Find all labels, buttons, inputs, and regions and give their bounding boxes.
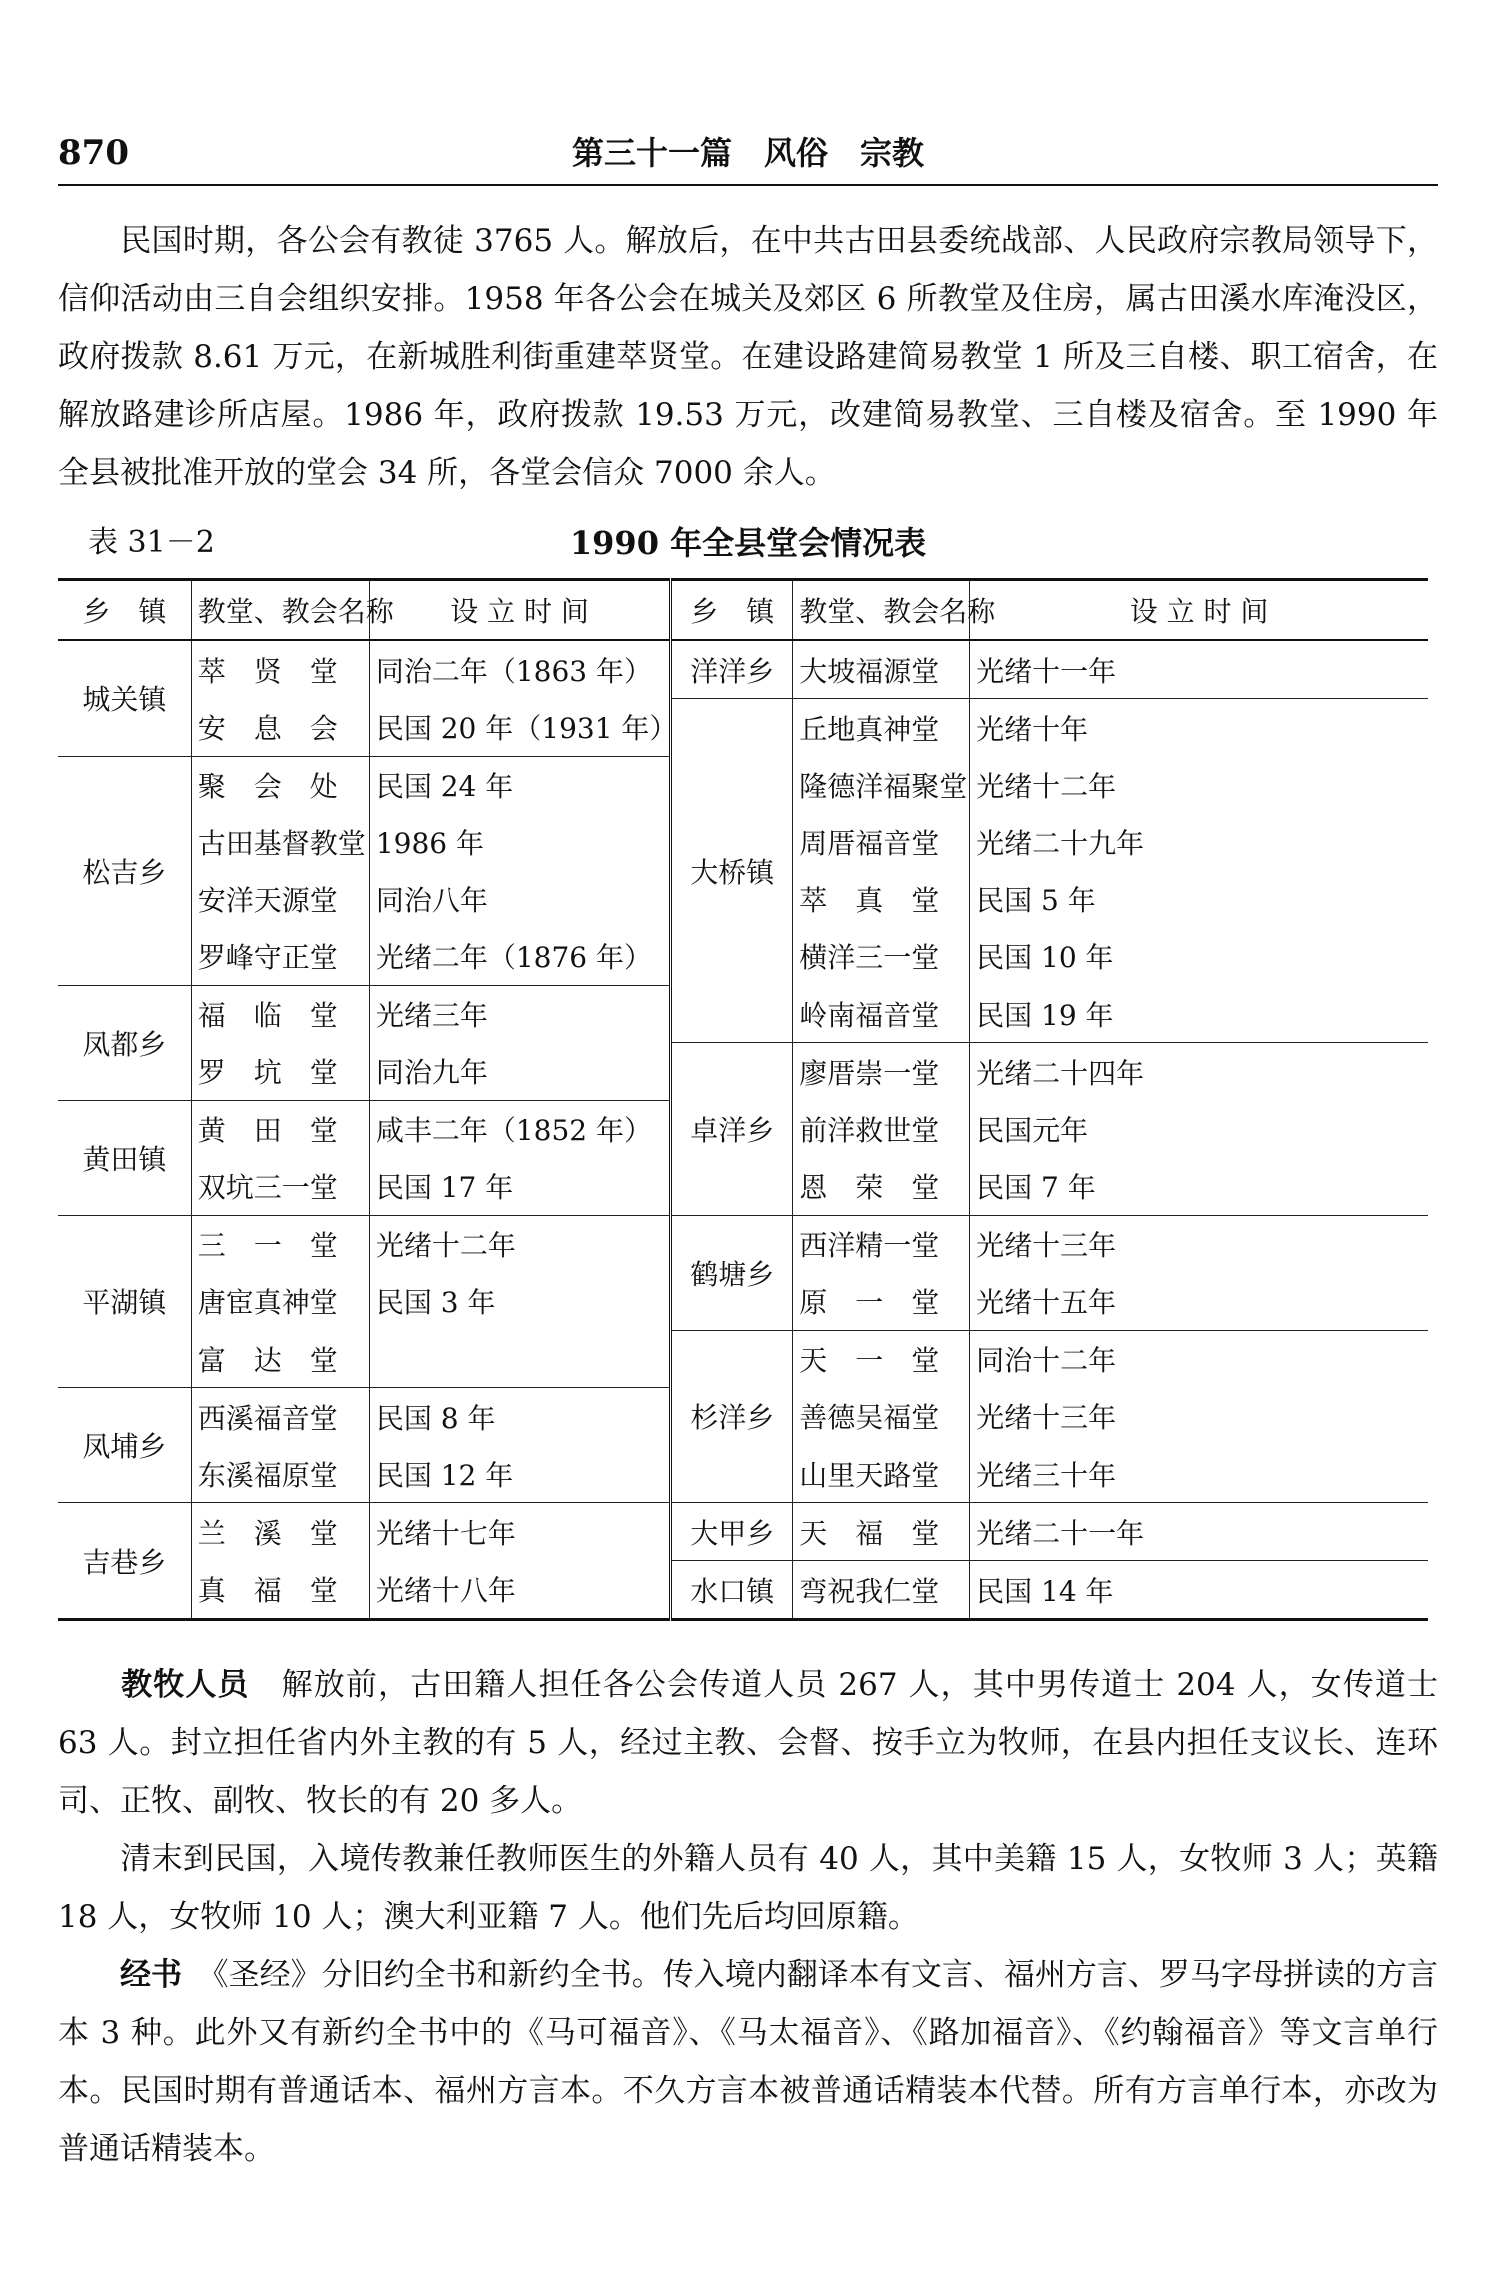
founding-date-cell: 民国 10 年 xyxy=(970,928,1428,986)
town-cell: 城关镇 xyxy=(82,683,167,717)
church-name-cell: 真 福 堂 xyxy=(191,1561,369,1620)
table-caption xyxy=(58,518,1438,568)
founding-date-cell: 光绪三年 xyxy=(369,985,670,1043)
founding-date-cell: 光绪三十年 xyxy=(970,1445,1428,1503)
founding-date-cell xyxy=(369,1330,670,1388)
founding-date-cell: 光绪十一年 xyxy=(970,640,1428,699)
town-cell: 杉洋乡 xyxy=(671,1330,793,1503)
founding-date-cell: 民国 14 年 xyxy=(970,1561,1428,1620)
founding-date-cell: 民国 12 年 xyxy=(369,1445,670,1503)
founding-date-cell: 光绪二年（1876 年） xyxy=(369,928,670,986)
church-name-cell: 萃 真 堂 xyxy=(793,871,970,928)
founding-date-cell: 民国 24 年 xyxy=(369,756,670,814)
church-name-cell: 大坡福源堂 xyxy=(793,640,970,699)
running-title: 第三十一篇 风俗 宗教 xyxy=(571,134,924,172)
church-name-cell: 廖厝崇一堂 xyxy=(793,1043,970,1101)
church-name-cell: 山里天路堂 xyxy=(793,1445,970,1503)
section-heading: 教牧人员 xyxy=(120,1667,250,1703)
paragraph-text: 《圣经》分旧约全书和新约全书。传入境内翻译本有文言、福州方言、罗马字母拼读的方言本 3 种。此外又有新约全书中的《马可福音》、《马太福音》、《路加福音》、《约翰福音》等文言单行本。民国时期有普通话本、福州方言本。不久方言本被普通话精装本代替。所有方言单行本，亦改为普通话精装本。 xyxy=(58,1957,1439,2167)
founding-date-cell: 光绪二十四年 xyxy=(970,1043,1428,1101)
table-header-row xyxy=(58,580,1428,641)
church-name-cell: 三 一 堂 xyxy=(191,1215,369,1273)
table-number: 表 31－2 xyxy=(88,525,215,560)
church-name-cell: 兰 溪 堂 xyxy=(191,1503,369,1561)
church-name-cell: 前洋救世堂 xyxy=(793,1100,970,1158)
founding-date-cell: 光绪十七年 xyxy=(369,1503,670,1561)
paragraph-text: 清末到民国，入境传教兼任教师医生的外籍人员有 40 人，其中美籍 15 人，女牧师 3 人；英籍 18 人，女牧师 10 人；澳大利亚籍 7 人。他们先后均回原籍。 xyxy=(58,1841,1438,1935)
church-name-cell: 双坑三一堂 xyxy=(191,1158,369,1216)
paragraph-clergy xyxy=(58,1656,1438,1830)
founding-date-cell: 同治二年（1863 年） xyxy=(369,640,670,699)
founding-date-cell: 民国 7 年 xyxy=(970,1158,1428,1216)
page-header xyxy=(58,128,1438,186)
town-cell: 鹤塘乡 xyxy=(671,1215,793,1330)
founding-date-cell: 同治九年 xyxy=(369,1043,670,1101)
founding-date-cell: 光绪十八年 xyxy=(369,1561,670,1620)
church-name-cell: 周厝福音堂 xyxy=(793,814,970,871)
column-header: 乡 镇 xyxy=(82,595,167,628)
paragraph-text: 民国时期，各公会有教徒 3765 人。解放后，在中共古田县委统战部、人民政府宗教局领导下，信仰活动由三自会组织安排。1958 年各公会在城关及郊区 6 所教堂及住房，属古田溪水库淹没区，政府拨款 8.61 万元，在新城胜利街重建萃贤堂。在建设路建简易教堂 1 所及三自楼、职工宿舍，在解放路建诊所店屋。1986 年，政府拨款 19.53 万元，改建简易教堂、三自楼及宿舍。至 1990 年全县被批准开放的堂会 34 所，各堂会信众 7000 余人。 xyxy=(58,223,1438,491)
church-name-cell: 天 一 堂 xyxy=(793,1330,970,1388)
church-name-cell: 安 息 会 xyxy=(191,699,369,757)
paragraph-membership xyxy=(58,212,1438,502)
table-row xyxy=(58,640,1428,699)
founding-date-cell: 同治八年 xyxy=(369,871,670,928)
church-name-cell: 富 达 堂 xyxy=(191,1330,369,1388)
table-row xyxy=(58,1561,1428,1620)
founding-date-cell: 民国 3 年 xyxy=(369,1273,670,1331)
town-cell: 卓洋乡 xyxy=(671,1043,793,1216)
table-row xyxy=(58,699,1428,757)
church-name-cell: 东溪福原堂 xyxy=(191,1445,369,1503)
church-name-cell: 岭南福音堂 xyxy=(793,985,970,1043)
town-cell: 松吉乡 xyxy=(58,756,191,985)
church-name-cell: 弯祝我仁堂 xyxy=(793,1561,970,1620)
town-cell: 黄田镇 xyxy=(58,1100,191,1215)
town-cell: 大甲乡 xyxy=(671,1503,793,1561)
town-cell: 平湖镇 xyxy=(58,1215,191,1388)
table-row xyxy=(58,1503,1428,1561)
founding-date-cell: 光绪二十九年 xyxy=(970,814,1428,871)
church-name-cell: 罗 坑 堂 xyxy=(191,1043,369,1101)
founding-date-cell: 1986 年 xyxy=(369,814,670,871)
church-name-cell: 丘地真神堂 xyxy=(793,699,970,757)
church-table xyxy=(58,578,1428,1621)
founding-date-cell: 光绪十年 xyxy=(970,699,1428,757)
column-header: 教堂、教会名称 xyxy=(191,580,369,641)
town-cell: 吉巷乡 xyxy=(58,1503,191,1620)
church-name-cell: 善德吴福堂 xyxy=(793,1388,970,1446)
founding-date-cell: 民国 8 年 xyxy=(369,1388,670,1446)
founding-date-cell: 光绪十三年 xyxy=(970,1215,1428,1273)
founding-date-cell: 同治十二年 xyxy=(970,1330,1428,1388)
church-name-cell: 恩 荣 堂 xyxy=(793,1158,970,1216)
column-header: 乡 镇 xyxy=(671,580,793,641)
church-name-cell: 西洋精一堂 xyxy=(793,1215,970,1273)
founding-date-cell: 民国 19 年 xyxy=(970,985,1428,1043)
page-number: 870 xyxy=(58,133,129,173)
founding-date-cell: 光绪二十一年 xyxy=(970,1503,1428,1561)
table-row xyxy=(58,1215,1428,1273)
town-cell: 凤都乡 xyxy=(58,985,191,1100)
church-name-cell: 黄 田 堂 xyxy=(191,1100,369,1158)
founding-date-cell: 咸丰二年（1852 年） xyxy=(369,1100,670,1158)
paragraph-text: 解放前，古田籍人担任各公会传道人员 267 人，其中男传道士 204 人，女传道士 63 人。封立担任省内外主教的有 5 人，经过主教、会督、按手立为牧师，在县内担任支议长、连环司、正牧、副牧、牧长的有 20 多人。 xyxy=(58,1667,1438,1819)
founding-date-cell: 民国元年 xyxy=(970,1100,1428,1158)
church-name-cell: 聚 会 处 xyxy=(191,756,369,814)
church-name-cell: 古田基督教堂 xyxy=(191,814,369,871)
paragraph-scriptures xyxy=(58,1946,1438,2178)
church-name-cell: 萃 贤 堂 xyxy=(191,640,369,699)
church-name-cell: 原 一 堂 xyxy=(793,1273,970,1331)
founding-date-cell: 民国 17 年 xyxy=(369,1158,670,1216)
column-header: 教堂、教会名称 xyxy=(793,580,970,641)
town-cell: 大桥镇 xyxy=(671,699,793,1043)
town-cell: 洋洋乡 xyxy=(671,640,793,699)
church-name-cell: 横洋三一堂 xyxy=(793,928,970,986)
town-cell: 水口镇 xyxy=(671,1561,793,1620)
section-heading: 经书 xyxy=(120,1957,183,1993)
table-row xyxy=(58,1330,1428,1388)
founding-date-cell: 光绪十三年 xyxy=(970,1388,1428,1446)
church-name-cell: 罗峰守正堂 xyxy=(191,928,369,986)
church-name-cell: 安洋天源堂 xyxy=(191,871,369,928)
column-header: 设 立 时 间 xyxy=(369,580,670,641)
church-name-cell: 福 临 堂 xyxy=(191,985,369,1043)
church-name-cell: 西溪福音堂 xyxy=(191,1388,369,1446)
founding-date-cell: 光绪十五年 xyxy=(970,1273,1428,1331)
table-title: 1990 年全县堂会情况表 xyxy=(569,524,927,562)
town-cell: 凤埔乡 xyxy=(58,1388,191,1503)
founding-date-cell: 民国 20 年（1931 年） xyxy=(369,699,670,757)
founding-date-cell: 民国 5 年 xyxy=(970,871,1428,928)
paragraph-foreign-missionaries xyxy=(58,1830,1438,1946)
church-name-cell: 天 福 堂 xyxy=(793,1503,970,1561)
founding-date-cell: 光绪十二年 xyxy=(970,756,1428,814)
church-name-cell: 唐宦真神堂 xyxy=(191,1273,369,1331)
founding-date-cell: 光绪十二年 xyxy=(369,1215,670,1273)
church-name-cell: 隆德洋福聚堂 xyxy=(793,756,970,814)
table-row xyxy=(58,1043,1428,1101)
column-header: 设 立 时 间 xyxy=(970,580,1428,641)
